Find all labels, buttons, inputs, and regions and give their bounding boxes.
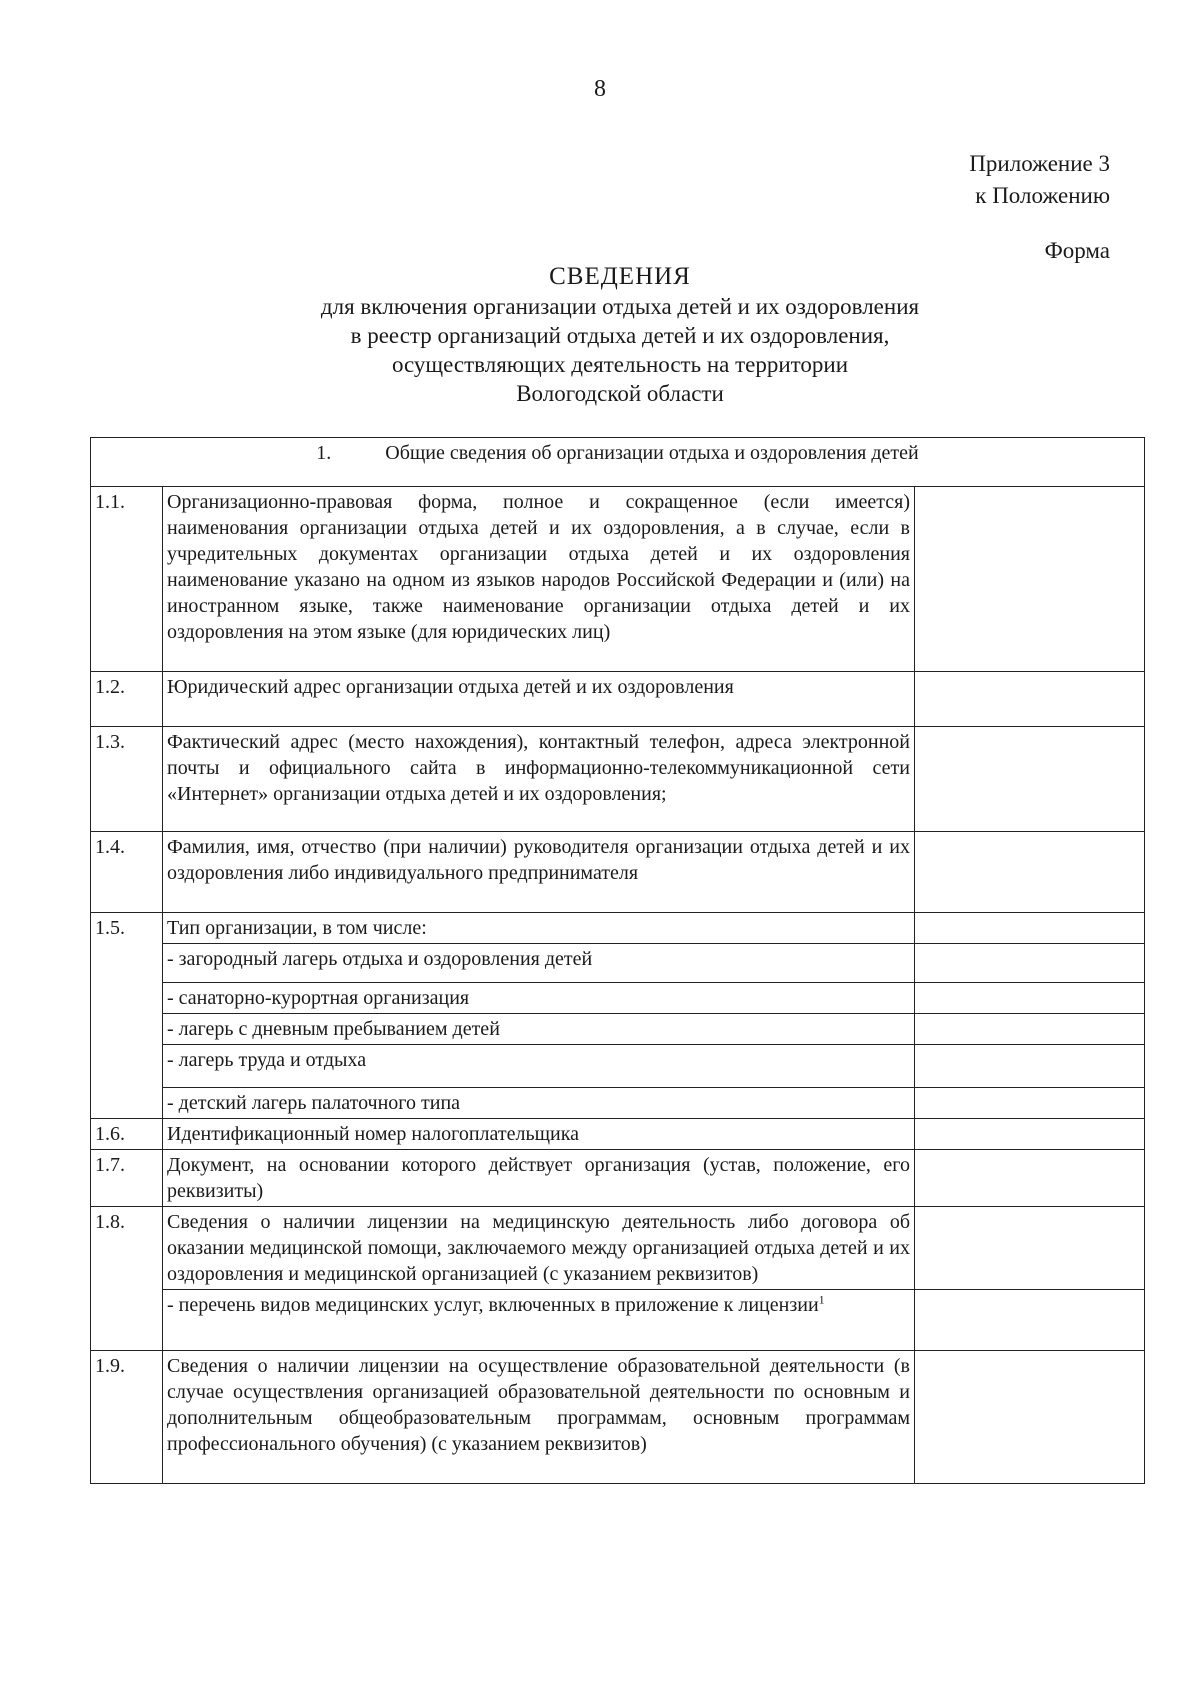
answer-cell[interactable] (915, 913, 1145, 944)
subtitle-line-1: для включения организации отдыха детей и их оздоровления (320, 294, 920, 319)
appendix-reference (969, 148, 1110, 212)
row-description: Юридический адрес организации отдыха детей и их оздоровления (163, 672, 915, 727)
row-number: 1.5. (91, 913, 163, 1119)
row-description: Фактический адрес (место нахождения), контактный телефон, адреса электронной почты и официального сайта в информационно-телекоммуникационной сети «Интернет» организации отдыха детей и их оздоровления; (163, 727, 915, 832)
row-description: Сведения о наличии лицензии на медицинскую деятельность либо договора об оказании медицинской помощи, заключаемого между организацией отдыха детей и их оздоровления и медицинской организацией (с указанием реквизитов) (163, 1207, 915, 1290)
subtitle-line-2: в реестр организаций отдыха детей и их оздоровления, (350, 323, 890, 348)
row-description: Сведения о наличии лицензии на осуществление образовательной деятельности (в случае осуществления организацией образовательной деятельности по основным и дополнительным общеобразовательным программам, основным программам профессионального обучения) (с указанием реквизитов) (163, 1351, 915, 1484)
row-number: 1.9. (91, 1351, 163, 1484)
row-description: Организационно-правовая форма, полное и сокращенное (если имеется) наименования организации отдыха детей и их оздоровления, а в случае, если в учредительных документах организации отдыха детей и их оздоровления наименование указано на одном из языков народов Российской Федерации и (или) на иностранном языке, также наименование организации отдыха детей и их оздоровления на этом языке (для юридических лиц) (163, 487, 915, 672)
answer-cell[interactable] (915, 1119, 1145, 1150)
row-description: Тип организации, в том числе: (163, 913, 915, 944)
table-row (91, 913, 1145, 944)
answer-cell[interactable] (915, 487, 1145, 672)
row-number: 1.2. (91, 672, 163, 727)
answer-cell[interactable] (915, 1150, 1145, 1207)
subrow-text: - перечень видов медицинских услуг, включенных в приложение к лицензии (167, 1294, 819, 1316)
table-subrow (91, 1045, 1145, 1088)
answer-cell[interactable] (915, 1351, 1145, 1484)
title-block (140, 262, 1100, 408)
table-row (91, 1351, 1145, 1484)
table-subrow (91, 1088, 1145, 1119)
answer-cell[interactable] (915, 983, 1145, 1014)
subtitle-line-3: осуществляющих деятельность на территории (391, 352, 849, 377)
section-title: Общие сведения об организации отдыха и оздоровления детей (385, 442, 919, 464)
footnote-marker: 1 (818, 1292, 825, 1307)
row-number: 1.4. (91, 832, 163, 913)
table-subrow (91, 1290, 1145, 1351)
subrow-description: - лагерь труда и отдыха (163, 1045, 915, 1088)
table-row (91, 1150, 1145, 1207)
answer-cell[interactable] (915, 1014, 1145, 1045)
document-title: СВЕДЕНИЯ (549, 263, 691, 290)
answer-cell[interactable] (915, 1207, 1145, 1290)
appendix-line-1: Приложение 3 (969, 151, 1110, 176)
section-header-row (91, 438, 1145, 487)
answer-cell[interactable] (915, 1045, 1145, 1088)
answer-cell[interactable] (915, 1290, 1145, 1351)
form-label: Форма (1044, 238, 1110, 263)
row-number: 1.1. (91, 487, 163, 672)
row-number: 1.6. (91, 1119, 163, 1150)
section-number: 1. (316, 442, 332, 464)
answer-cell[interactable] (915, 727, 1145, 832)
row-description: Документ, на основании которого действует организация (устав, положение, его реквизиты) (163, 1150, 915, 1207)
table-subrow (91, 983, 1145, 1014)
answer-cell[interactable] (915, 832, 1145, 913)
row-number: 1.3. (91, 727, 163, 832)
table-row (91, 1207, 1145, 1290)
information-form-table (90, 437, 1145, 1484)
subrow-description (163, 1290, 915, 1351)
answer-cell[interactable] (915, 1088, 1145, 1119)
row-description: Фамилия, имя, отчество (при наличии) руководителя организации отдыха детей и их оздоровления либо индивидуального предпринимателя (163, 832, 915, 913)
table-row (91, 1119, 1145, 1150)
row-description: Идентификационный номер налогоплательщика (163, 1119, 915, 1150)
table-row (91, 727, 1145, 832)
table-row (91, 832, 1145, 913)
answer-cell[interactable] (915, 944, 1145, 983)
table-row (91, 672, 1145, 727)
answer-cell[interactable] (915, 672, 1145, 727)
subrow-description: - загородный лагерь отдыха и оздоровления детей (163, 944, 915, 983)
subrow-description: - лагерь с дневным пребыванием детей (163, 1014, 915, 1045)
page-number: 8 (594, 76, 606, 102)
subrow-description: - санаторно-курортная организация (163, 983, 915, 1014)
row-number: 1.8. (91, 1207, 163, 1351)
table-row (91, 487, 1145, 672)
appendix-line-2: к Положению (975, 183, 1110, 208)
subtitle-line-4: Вологодской области (516, 381, 724, 406)
table-subrow (91, 944, 1145, 983)
row-number: 1.7. (91, 1150, 163, 1207)
subrow-description: - детский лагерь палаточного типа (163, 1088, 915, 1119)
table-subrow (91, 1014, 1145, 1045)
section-title-cell (91, 438, 1145, 487)
